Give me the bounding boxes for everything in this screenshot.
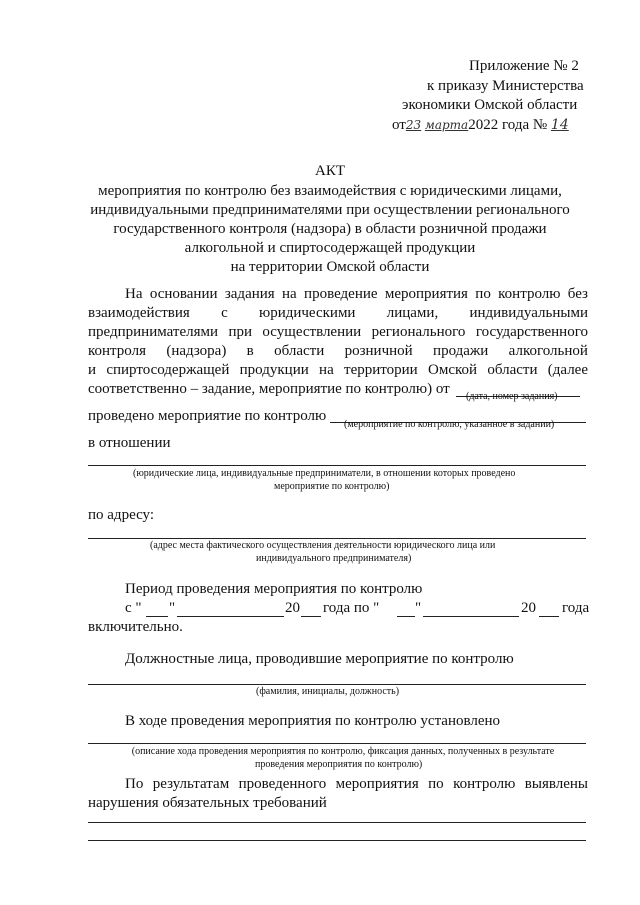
established-blank-line — [88, 743, 586, 744]
address-caption-line1: (адрес места фактического осуществления деятельности юридического лица или — [150, 540, 496, 551]
word: взаимодействия — [88, 305, 190, 321]
address-caption-line2: индивидуального предпринимателя) — [256, 553, 412, 564]
period-inclusive: включительно. — [88, 619, 183, 635]
period-from-month-blank — [177, 616, 284, 617]
period-to-label: года по " — [323, 600, 380, 616]
period-heading: Период проведения мероприятия по контролю — [125, 581, 423, 597]
officials-blank-line — [88, 684, 586, 685]
word: юридическими — [259, 305, 356, 321]
period-to-day-blank — [397, 616, 415, 617]
results-line2: нарушения обязательных требований — [88, 795, 327, 811]
act-subtitle-line3: государственного контроля (надзора) в области розничной продажи — [113, 221, 547, 237]
period-to-month-blank — [423, 616, 519, 617]
results-line1: По результатам проведенного мероприятия по контролю выявлены — [125, 776, 588, 792]
word: области — [274, 343, 325, 359]
officials-heading: Должностные лица, проводившие мероприятие по контролю — [125, 651, 514, 667]
period-from-year-blank — [301, 616, 321, 617]
intro-line2 — [88, 305, 588, 322]
word: (надзора) — [166, 343, 227, 359]
period-to-year-word: года — [562, 600, 590, 616]
act-subtitle-line2: индивидуальными предпринимателями при осуществлении регионального — [90, 202, 570, 218]
word: лицами, — [386, 305, 439, 321]
word: с — [221, 305, 228, 321]
act-subtitle-line4: алкогольной и спиртосодержащей продукции — [184, 240, 476, 256]
period-row — [125, 600, 595, 620]
regarding-caption-line1: (юридические лица, индивидуальные предприниматели, в отношении которых проведено — [133, 468, 516, 479]
word: розничной — [344, 343, 413, 359]
period-from-century: 20 — [285, 600, 300, 616]
intro-line1: На основании задания на проведение мероприятия по контролю без — [125, 286, 588, 302]
period-from-open-quote: с " — [125, 600, 142, 616]
conducted-caption: (мероприятие по контролю, указанное в задании) — [344, 419, 555, 430]
established-caption-line1: (описание хода проведения мероприятия по контролю, фиксация данных, полученных в результате — [131, 746, 555, 757]
appendix-ministry: экономики Омской области — [402, 97, 578, 113]
period-to-year-blank — [539, 616, 559, 617]
address-blank-line — [88, 538, 586, 539]
period-from-day-blank — [146, 616, 168, 617]
act-subtitle-line5: на территории Омской области — [230, 259, 430, 275]
appendix-date-line — [392, 117, 569, 134]
act-subtitle-line1: мероприятия по контролю без взаимодействия с юридическими лицами, — [98, 183, 562, 199]
appendix-order-ref: к приказу Министерства — [427, 78, 584, 94]
word: индивидуальными — [469, 305, 588, 321]
appendix-number: Приложение № 2 — [469, 58, 579, 74]
period-to-close-quote: " — [415, 600, 422, 616]
address-label: по адресу: — [88, 507, 155, 523]
intro-line3: предпринимателями при осуществлении регионального государственного — [88, 324, 588, 340]
word: контроля — [88, 343, 146, 359]
intro-line5: и спиртосодержащей продукции на территории Омской области (далее — [88, 362, 588, 378]
officials-caption: (фамилия, инициалы, должность) — [256, 686, 400, 697]
handwritten-number: 14 — [550, 117, 569, 133]
date-prefix: от — [392, 117, 406, 133]
intro-line4 — [88, 343, 588, 360]
conducted-label: проведено мероприятие по контролю — [88, 408, 327, 424]
handwritten-month: марта — [424, 118, 469, 132]
regarding-caption-line2: мероприятие по контролю) — [274, 481, 390, 492]
regarding-label: в отношении — [88, 435, 171, 451]
word: в — [246, 343, 254, 359]
period-from-close-quote: " — [169, 600, 176, 616]
word: продажи — [433, 343, 489, 359]
results-blank-line2 — [88, 840, 586, 841]
established-heading: В ходе проведения мероприятия по контролю установлено — [125, 713, 501, 729]
intro-line6: соответственно – задание, мероприятие по контролю) от — [88, 381, 450, 397]
results-blank-line1 — [88, 822, 586, 823]
established-caption-line2: проведения мероприятия по контролю) — [255, 759, 423, 770]
act-title: АКТ — [315, 163, 345, 179]
regarding-blank-line — [88, 465, 586, 466]
date-number-caption: (дата, номер задания) — [466, 391, 558, 402]
period-to-century: 20 — [521, 600, 536, 616]
word: алкогольной — [508, 343, 588, 359]
handwritten-day: 23 — [405, 118, 422, 132]
date-year: 2022 года № — [468, 117, 548, 133]
